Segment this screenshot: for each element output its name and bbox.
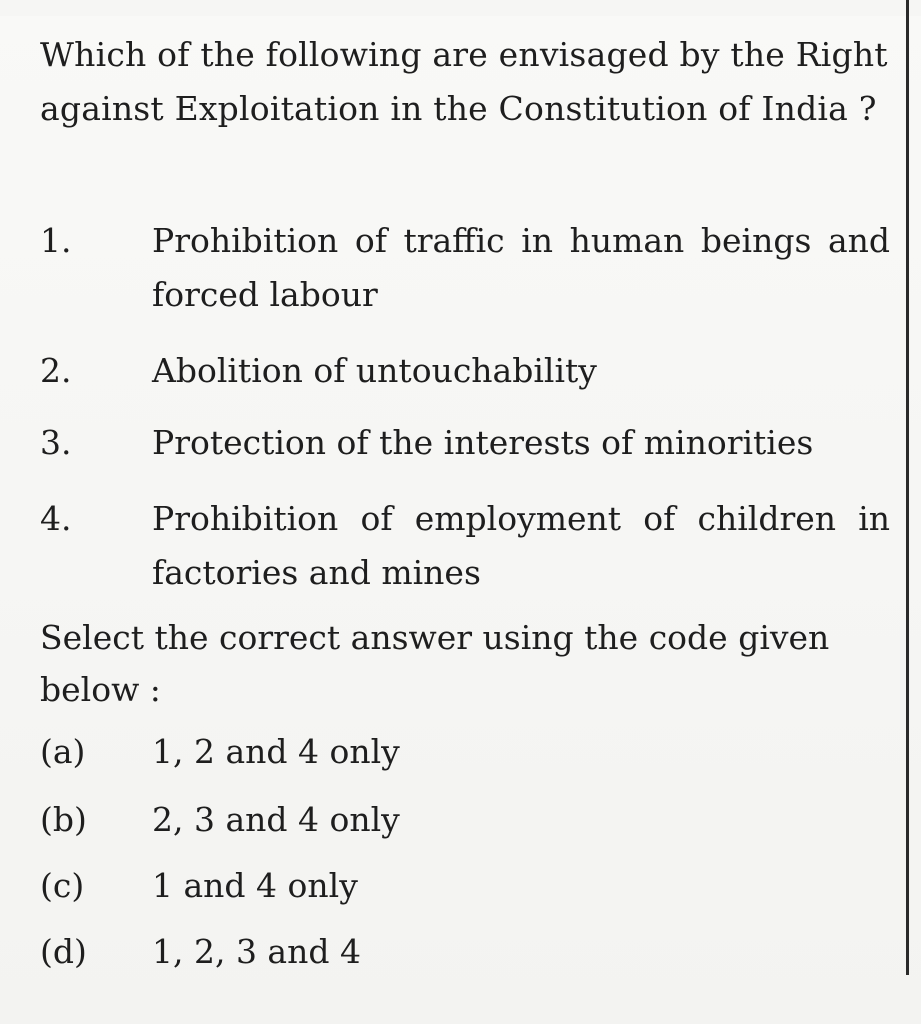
option-text: 1, 2 and 4 only — [152, 732, 400, 771]
statement-number: 2. — [40, 351, 72, 390]
option-text: 1, 2, 3 and 4 — [152, 932, 361, 971]
question-text: Which of the following are envisaged by the Right against Exploitation in the Constitution of India ? — [40, 35, 888, 128]
statement-number: 4. — [40, 499, 72, 538]
top-margin — [0, 0, 921, 16]
statement-text: Protection of the interests of minorities — [152, 423, 814, 462]
option-b[interactable] — [40, 794, 640, 846]
option-label: (c) — [40, 866, 85, 905]
statement-number: 3. — [40, 423, 72, 462]
option-label: (a) — [40, 732, 86, 771]
statement-3 — [40, 416, 890, 470]
statement-text: Abolition of untouchability — [152, 351, 597, 390]
instruction-text: Select the correct answer using the code given below : — [40, 618, 830, 709]
statement-text: Prohibition of traffic in human beings and forced labour — [152, 221, 890, 314]
column-rule — [906, 0, 909, 975]
option-label: (b) — [40, 800, 87, 839]
option-c[interactable] — [40, 860, 640, 912]
statement-text: Prohibition of employment of children in factories and mines — [152, 499, 890, 592]
option-text: 1 and 4 only — [152, 866, 358, 905]
statement-number: 1. — [40, 221, 72, 260]
option-a[interactable] — [40, 726, 640, 778]
option-label: (d) — [40, 932, 87, 971]
statement-4 — [40, 492, 890, 600]
statement-2 — [40, 344, 890, 398]
option-text: 2, 3 and 4 only — [152, 800, 400, 839]
statement-1 — [40, 214, 890, 322]
option-d[interactable] — [40, 926, 640, 978]
